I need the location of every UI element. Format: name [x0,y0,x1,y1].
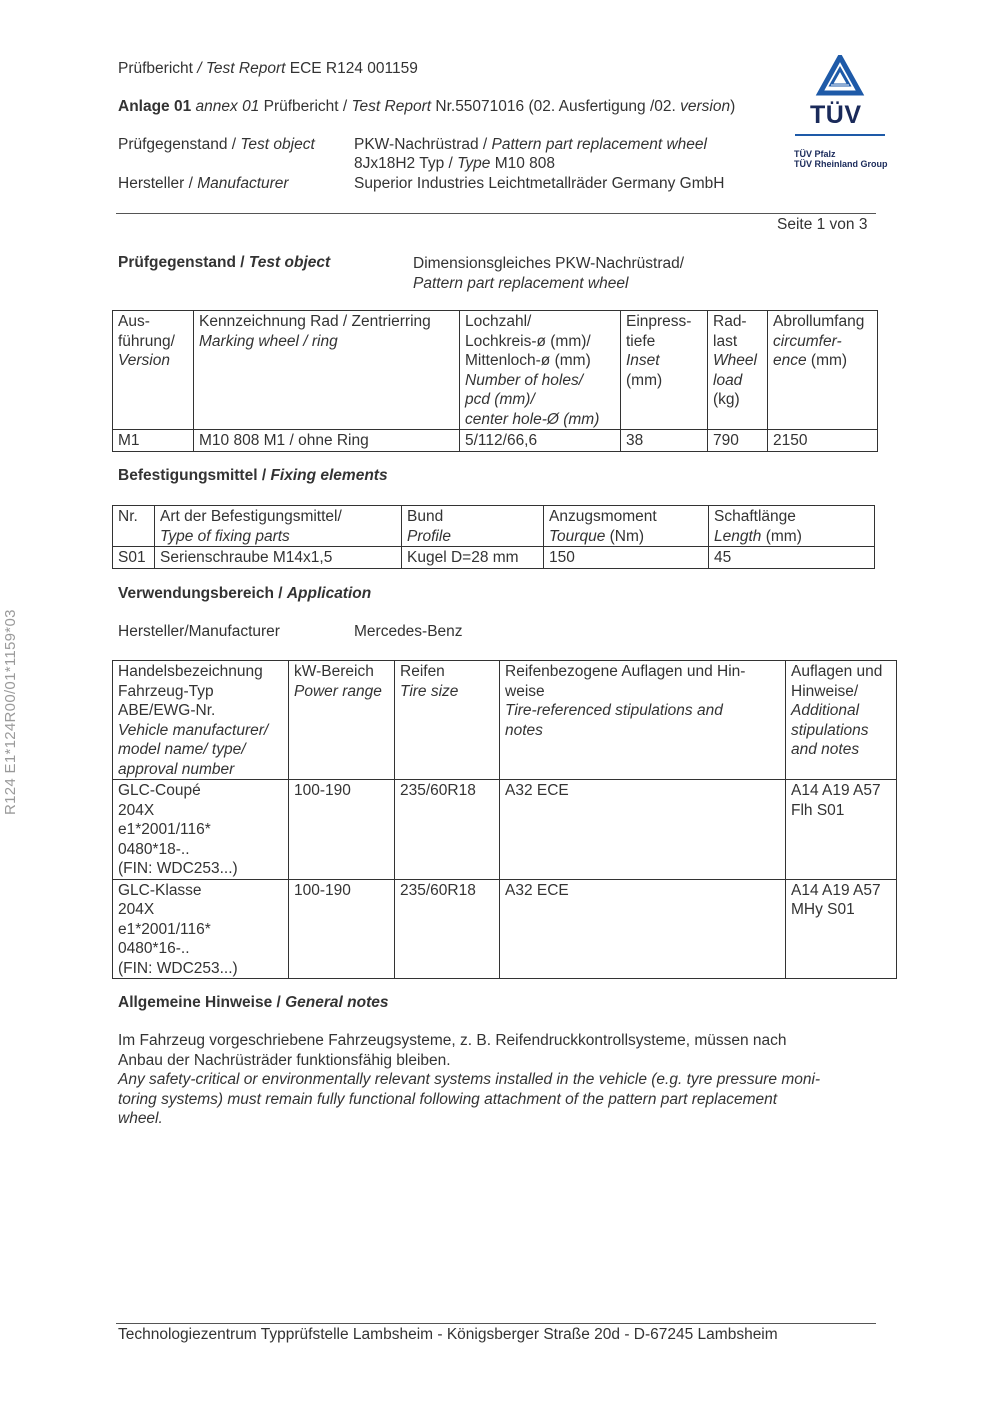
r2-vehicle-4: 0480*16-.. [118,940,190,957]
h-load-1: Rad- [713,313,747,330]
object-type-a: 8Jx18H2 Typ / [354,155,458,172]
h-inset-2: tiefe [626,332,656,350]
h-version-de: Aus- [118,313,150,330]
h-type-de: Art der Befestigungsmittel/ [160,508,342,525]
h-kw-en: Power range [294,682,382,700]
test-object-value-en: Pattern part replacement wheel [413,274,629,292]
cell-tire: 235/60R18 [395,780,500,880]
h-tire-notes-en-1: Tire-referenced stipulations and [505,702,723,719]
h-marking-en: Marking wheel / ring [199,332,338,350]
h-notes-de-1: Auflagen und [791,663,883,680]
tuv-wordmark: TÜV [810,101,862,129]
col-load [708,311,768,430]
h-marking-de: Kennzeichnung Rad / Zentrierring [199,313,431,330]
h-type-en: Type of fixing parts [160,527,290,545]
annex-report-de: Prüfbericht / [259,98,352,115]
r2-vehicle-2: 204X [118,901,155,918]
annex-report-en: Test Report [351,98,432,115]
h-vehicle-3: ABE/EWG-Nr. [118,702,216,719]
col-inset [621,311,708,430]
manufacturer-label-en: Manufacturer [197,175,289,192]
vehicle-manufacturer-label: Hersteller/Manufacturer [118,623,280,640]
h-circ-1: Abrollumfang [773,313,865,330]
general-en-2: toring systems) must remain fully functional following attachment of the pattern part replacement [118,1090,778,1108]
report-de: Prüfbericht [118,60,193,77]
application-table-header [113,661,897,780]
cell-notes [786,780,897,880]
test-object-value-de: Dimensionsgleiches PKW-Nachrüstrad/ [413,255,685,272]
object-type [354,155,555,173]
h-vehicle-en-3: approval number [118,760,235,778]
h-holes-2: Lochkreis-ø (mm)/ [465,332,591,350]
cell-tire-notes: A32 ECE [500,879,786,979]
footer-address: Technologiezentrum Typprüfstelle Lambsheim - Königsberger Straße 20d - D-67245 Lambsheim [118,1326,778,1343]
fixing-title-de: Befestigungsmittel / [118,467,271,484]
r1-vehicle-5: (FIN: WDC253...) [118,860,238,877]
col-tire-notes [500,661,786,780]
r1-notes-2: Flh S01 [791,801,845,819]
col-kw [289,661,395,780]
table-row [113,430,878,452]
h-holes-5: pcd (mm)/ [465,391,535,408]
page-number: Seite 1 von 3 [777,216,868,233]
h-vehicle-2: Fahrzeug-Typ [118,682,214,700]
general-en-1: Any safety-critical or environmentally relevant systems installed in the vehicle (e.g. tyre pressure moni- [118,1071,821,1088]
h-inset-1: Einpress- [626,313,692,330]
col-version [113,311,194,430]
tuv-line2: TÜV Rheinland Group [794,159,888,169]
test-object-label-en: Test object [248,254,331,271]
h-holes-4: Number of holes/ [465,371,584,389]
r1-vehicle-1: GLC-Coupé [118,782,201,799]
h-load-5: (kg) [713,391,740,408]
r2-vehicle-5: (FIN: WDC253...) [118,959,238,977]
fixing-title-en: Fixing elements [270,467,388,484]
object-type-b: Type [457,155,491,172]
footer-divider [116,1323,876,1324]
h-tire-notes-de-1: Reifenbezogene Auflagen und Hin- [505,663,746,680]
cell-torque: 150 [544,547,709,569]
h-vehicle-1: Handelsbezeichnung [118,663,263,680]
cell-version: M1 [113,430,194,452]
h-circ-2: circumfer- [773,332,842,350]
general-en-3: wheel. [118,1110,163,1127]
table-row [113,780,897,880]
h-inset-3: Inset [626,352,660,369]
col-circumference [768,311,878,430]
h-length-de: Schaftlänge [714,508,796,525]
object-value-de: PKW-Nachrüstrad / [354,136,492,153]
annex-line [118,98,735,116]
tuv-logo [793,55,893,180]
manufacturer-label-de: Hersteller / [118,175,198,192]
annex-en: annex 01 [191,98,260,115]
cell-notes [786,879,897,979]
h-profile-de: Bund [407,508,444,525]
cell-tire: 235/60R18 [395,879,500,979]
r1-notes-1: A14 A19 A57 [791,782,881,799]
h-load-4: load [713,371,743,389]
col-holes [460,311,621,430]
object-label-en: Test object [240,136,315,153]
h-load-3: Wheel [713,352,757,369]
report-number: ECE R124 001159 [285,60,418,77]
h-tire-de: Reifen [400,663,445,680]
h-kw-de: kW-Bereich [294,663,374,680]
col-length [709,506,875,547]
report-en: Test Report [205,60,286,77]
cell-tire-notes: A32 ECE [500,780,786,880]
header-divider [116,213,876,214]
wheel-table [112,310,878,452]
cell-profile: Kugel D=28 mm [402,547,544,569]
cell-marking: M10 808 M1 / ohne Ring [194,430,460,452]
col-marking [194,311,460,430]
h-tire-notes-de-2: weise [505,682,545,700]
h-holes-1: Lochzahl/ [465,313,532,330]
h-inset-4: (mm) [626,371,663,389]
report-title [118,60,418,78]
h-version-en: Version [118,352,170,369]
cell-kw: 100-190 [289,780,395,880]
h-notes-en-1: Additional [791,702,860,719]
h-notes-en-3: and notes [791,741,860,758]
cell-circumference: 2150 [768,430,878,452]
h-vehicle-en-2: model name/ type/ [118,741,246,758]
report-sep: / [192,60,206,77]
cell-inset: 38 [621,430,708,452]
application-heading [118,585,371,603]
test-object-heading [118,254,330,272]
h-nr: Nr. [118,508,138,525]
h-holes-6: center hole-Ø (mm) [465,410,600,428]
col-torque [544,506,709,547]
r1-vehicle-4: 0480*18-.. [118,840,190,858]
r1-vehicle-3: e1*2001/116* [118,821,211,838]
col-tire [395,661,500,780]
cell-length: 45 [709,547,875,569]
general-notes-text [118,1031,878,1129]
col-type [155,506,402,547]
general-de-1: Im Fahrzeug vorgeschriebene Fahrzeugsysteme, z. B. Reifendruckkontrollsysteme, müssen nach [118,1032,787,1049]
manufacturer-value: Superior Industries Leichtmetallräder Germany GmbH [354,175,725,192]
col-profile [402,506,544,547]
cell-load: 790 [708,430,768,452]
general-heading [118,994,388,1012]
h-torque-en: Tourque [549,527,606,545]
application-table [112,660,897,979]
application-title-de: Verwendungsbereich / [118,585,287,602]
fixing-table-header [113,506,875,547]
fixing-heading [118,467,388,485]
h-version-de2: führung/ [118,332,175,350]
h-length-en: Length [714,527,762,545]
h-circ-3: ence [773,352,807,369]
h-torque-de: Anzugsmoment [549,508,657,525]
object-value [354,136,707,154]
h-torque-unit: (Nm) [605,527,645,545]
cell-kw: 100-190 [289,879,395,979]
annex-close: ) [730,98,736,115]
tuv-line1: TÜV Pfalz [794,149,836,159]
r2-vehicle-1: GLC-Klasse [118,881,202,899]
table-row [113,547,875,569]
fixing-table [112,505,875,569]
r2-notes-2: MHy S01 [791,901,855,918]
cell-type: Serienschraube M14x1,5 [155,547,402,569]
general-de-2: Anbau der Nachrüsträder funktionsfähig bleiben. [118,1051,451,1069]
col-notes [786,661,897,780]
side-document-id: R124 E1*124R00/01*1159*03 [2,609,19,815]
r2-vehicle-3: e1*2001/116* [118,920,211,938]
object-value-en: Pattern part replacement wheel [491,136,707,153]
application-title-en: Application [286,585,372,602]
object-label-de: Prüfgegenstand / [118,136,241,153]
general-title-en: General notes [285,994,389,1011]
cell-holes: 5/112/66,6 [460,430,621,452]
col-nr [113,506,155,547]
annex-version: version [680,98,731,115]
h-circ-3b: (mm) [806,352,848,369]
h-holes-3: Mittenloch-ø (mm) [465,352,591,369]
cell-vehicle [113,879,289,979]
h-vehicle-en-1: Vehicle manufacturer/ [118,721,269,739]
test-object-label-de: Prüfgegenstand / [118,254,249,271]
cell-vehicle [113,780,289,880]
h-notes-en-2: stipulations [791,721,869,739]
r2-notes-1: A14 A19 A57 [791,881,881,899]
r1-vehicle-2: 204X [118,801,155,819]
object-type-c: M10 808 [490,155,556,172]
h-notes-de-2: Hinweise/ [791,682,859,700]
h-load-2: last [713,332,738,350]
annex-de: Anlage 01 [118,98,192,115]
h-tire-notes-en-2: notes [505,721,543,739]
h-profile-en: Profile [407,527,451,545]
object-label [118,136,315,154]
vehicle-manufacturer-value: Mercedes-Benz [354,623,463,640]
wheel-table-header [113,311,878,430]
col-vehicle [113,661,289,780]
annex-rest: Nr.55071016 (02. Ausfertigung /02. [431,98,681,115]
table-row [113,879,897,979]
cell-nr: S01 [113,547,155,569]
general-title-de: Allgemeine Hinweise / [118,994,286,1011]
h-length-unit: (mm) [761,527,802,545]
h-tire-en: Tire size [400,682,459,700]
test-object-value [413,254,684,293]
manufacturer-label [118,175,289,193]
